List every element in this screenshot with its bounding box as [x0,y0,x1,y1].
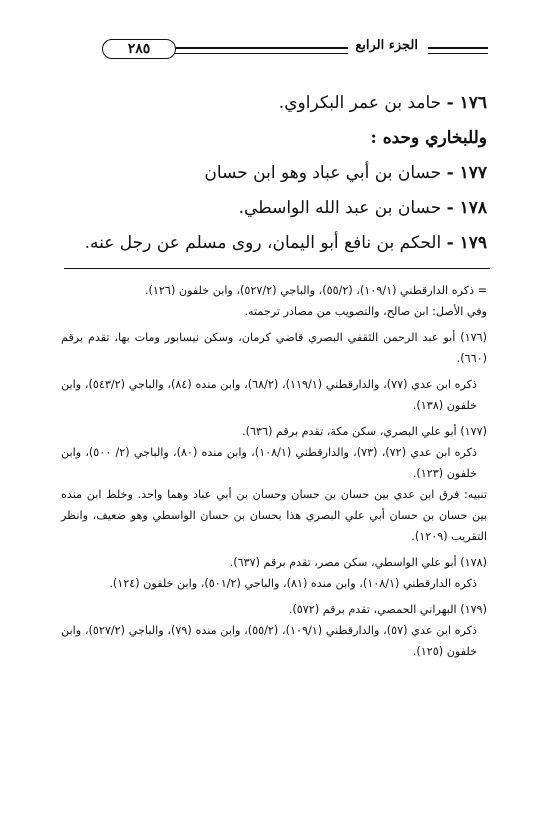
page-number: ٢٨٥ [102,39,176,59]
footnote-paragraph: وفي الأصل: ابن صالح، والتصويب من مصادر ترجمته. [244,305,487,318]
entry-text: حامد بن عمر البكراوي. [278,93,447,113]
footnote-paragraph: (١٧٩) البهراني الحمصي، تقدم برقم (٥٧٢). [288,603,487,616]
entry-176 [77,86,487,121]
entry-178 [77,191,487,226]
running-title: الجزء الرابع [355,38,418,53]
entry-179 [77,226,487,261]
entry-text: حسان بن عبد الله الواسطي. [238,198,447,218]
entry-number: ١٧٦ - [446,93,487,113]
footnote-paragraph: (١٧٧) أبو علي البصري، سكن مكة، تقدم برقم (٦٣٦). [242,425,487,438]
heading-text: وللبخاري وحده : [370,128,487,148]
footnote-paragraph: (١٧٨) أبو علي الواسطي، سكن مصر، تقدم برقم (٦٣٧). [229,556,487,569]
entry-number: ١٧٧ - [446,163,487,183]
footnote-paragraph: (١٧٦) أبو عبد الرحمن الثقفي البصري قاضي كرمان، وسكن نيسابور ومات بها، تقدم برقم (٦٦٠). [61,331,487,365]
entry-number: ١٧٨ - [446,198,487,218]
footnote-paragraph: ذكره الدارقطني (١٠٨/١)، وابن منده (٨١)، والباجي (٥٠١/٢)، وابن خلفون (١٢٤). [109,577,477,590]
footnote-paragraph: ذكره ابن عدي (٧٢)، (٧٣)، والدارقطني (١٠٨/١)، وابن منده (٨٠)، والباجي (٢/ ٥٠٠)، وابن خلفون (١٢٣). [61,446,477,480]
entry-number: ١٧٩ - [446,233,487,253]
header-rule-right [428,47,488,54]
entry-177 [77,156,487,191]
main-text [77,86,487,261]
footnotes [61,280,487,662]
entry-text: حسان بن أبي عباد وهو ابن حسان [204,163,447,183]
footnote-paragraph: = ذكره الدارقطني (١٠٩/١)، (٥٥/٢)، والباجي (٥٢٧/٢)، وابن خلفون (١٢٦). [144,284,487,297]
entry-text: الحكم بن نافع أبو اليمان، روى مسلم عن رجل عنه. [84,233,447,253]
footnote-paragraph: ذكره ابن عدي (٧٧)، والدارقطني (١١٩/١)، (٦٨/٢)، وابن منده (٨٤)، والباجي (٥٤٣/٢)، وابن خلفون (١٣٨). [61,378,477,412]
section-heading [77,121,487,156]
footnote-paragraph: ذكره ابن عدي (٥٧)، والدارقطني (١٠٩/١)، (٥٥/٢)، وابن منده (٧٩)، والباجي (٥٢٧/٢)، وابن خلفون (١٢٥). [61,624,477,658]
footnote-separator [64,268,490,269]
page-header [58,36,488,66]
footnote-paragraph: تنبيه: فرق ابن عدي بين حسان بن حسان وحسان بن أبي عباد وهما واحد. وخلط ابن منده بين حسان بن حسان أبي علي البصري هذا بحسان بن حسان الواسطي وهو ضعيف، وانظر التقريب (١٢٠٩). [61,488,487,543]
